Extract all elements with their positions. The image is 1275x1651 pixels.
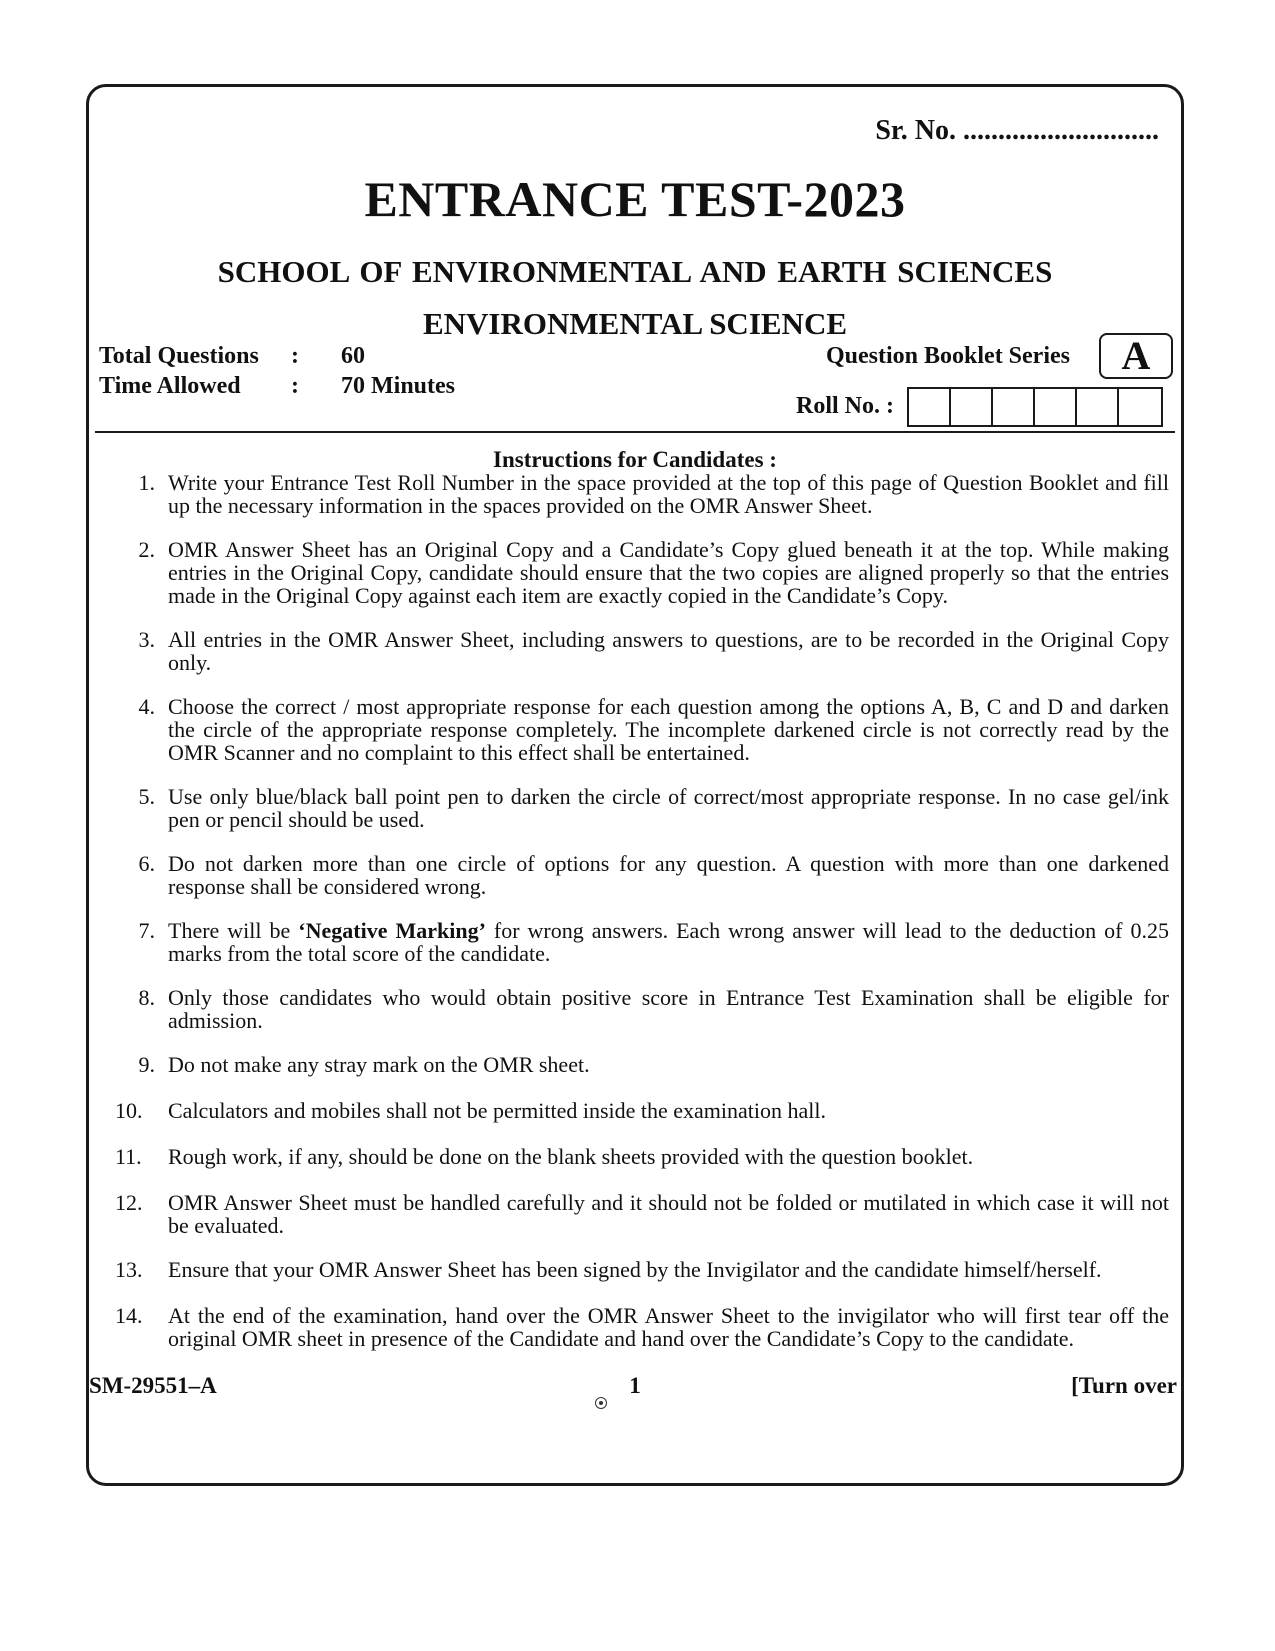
instructions-list <box>115 470 1170 1371</box>
instruction-item <box>123 785 1169 831</box>
instruction-text: Only those candidates who would obtain positive score in Entrance Test Examination shall be eligible for admission. <box>168 985 1169 1033</box>
total-questions-value: 60 <box>341 343 365 369</box>
school-name: SCHOOL OF ENVIRONMENTAL AND EARTH SCIENCES <box>217 254 1053 289</box>
instruction-number: 6. <box>138 851 155 876</box>
time-allowed-value: 70 Minutes <box>341 373 455 399</box>
instruction-text: Write your Entrance Test Roll Number in the space provided at the top of this page of Question Booklet and fill up the necessary information in the spaces provided on the OMR Answer Sheet. <box>168 470 1169 518</box>
instruction-number: 14. <box>115 1303 143 1328</box>
instruction-item-negative-marking <box>123 919 1169 965</box>
instruction-text-post: for wrong answers. Each wrong answer will lead to the deduction of 0.25 marks from the total score of the candidate. <box>168 918 1170 966</box>
instruction-text: Do not make any stray mark on the OMR sheet. <box>168 1052 590 1077</box>
instruction-number: 2. <box>138 537 155 562</box>
roll-digit-box[interactable] <box>951 389 993 425</box>
instructions-title: Instructions for Candidates : <box>493 447 777 472</box>
instruction-item <box>115 1257 1169 1282</box>
instruction-text: OMR Answer Sheet has an Original Copy and a Candidate’s Copy glued beneath it at the top. While making entries in the Original Copy, candidate should ensure that the two copies are aligned properly so that the entries made in the Original Copy against each item are exactly copied in the Candidate’s Copy. <box>168 537 1169 608</box>
serial-number: Sr. No. ............................ <box>875 115 1159 146</box>
instruction-number: 7. <box>138 918 155 943</box>
instruction-text: Do not darken more than one circle of options for any question. A question with more than one darkened response shall be considered wrong. <box>168 851 1169 899</box>
instruction-number: 5. <box>138 784 155 809</box>
instruction-text: Rough work, if any, should be done on the blank sheets provided with the question booklet. <box>168 1144 974 1169</box>
instruction-item <box>123 628 1169 674</box>
instruction-number: 11. <box>115 1144 142 1169</box>
instruction-item <box>123 695 1169 764</box>
booklet-series-label: Question Booklet Series <box>826 343 1070 369</box>
instruction-item <box>123 986 1169 1032</box>
instruction-text: At the end of the examination, hand over the OMR Answer Sheet to the invigilator who will first tear off the original OMR sheet in presence of the Candidate and hand over the Candidate’s Copy to the candidate. <box>168 1303 1169 1351</box>
instruction-item <box>115 1098 1169 1123</box>
total-questions-label: Total Questions <box>99 343 259 369</box>
registration-mark-icon <box>595 1397 607 1409</box>
instruction-item <box>123 1053 1169 1076</box>
instruction-number: 8. <box>138 985 155 1010</box>
instruction-item <box>115 1144 1169 1169</box>
instruction-item <box>123 852 1169 898</box>
instruction-text: OMR Answer Sheet must be handled carefully and it should not be folded or mutilated in which case it will not be evaluated. <box>168 1190 1169 1238</box>
time-allowed-label: Time Allowed <box>99 373 241 399</box>
instruction-number: 3. <box>138 627 155 652</box>
instruction-number: 1. <box>138 470 155 495</box>
roll-digit-box[interactable] <box>909 389 951 425</box>
roll-digit-box[interactable] <box>1035 389 1077 425</box>
page-number: 1 <box>629 1373 641 1398</box>
page-title: ENTRANCE TEST-2023 <box>364 171 906 227</box>
roll-digit-box[interactable] <box>1077 389 1119 425</box>
instruction-item <box>123 538 1169 607</box>
booklet-series-badge: A <box>1099 333 1173 379</box>
negative-marking-emphasis: ‘Negative Marking’ <box>298 918 486 943</box>
instruction-text: Calculators and mobiles shall not be permitted inside the examination hall. <box>168 1098 827 1123</box>
roll-digit-box[interactable] <box>1119 389 1161 425</box>
instruction-number: 4. <box>138 694 155 719</box>
instruction-text: Use only blue/black ball point pen to darken the circle of correct/most appropriate response. In no case gel/ink pen or pencil should be used. <box>168 784 1169 832</box>
subject-name: ENVIRONMENTAL SCIENCE <box>422 306 848 341</box>
instruction-number: 10. <box>115 1098 143 1123</box>
instruction-number: 13. <box>115 1257 143 1282</box>
instruction-number: 12. <box>115 1190 143 1215</box>
roll-digit-box[interactable] <box>993 389 1035 425</box>
header-divider <box>95 431 1175 433</box>
instruction-text: All entries in the OMR Answer Sheet, including answers to questions, are to be recorded in the Original Copy only. <box>168 627 1169 675</box>
instruction-item <box>123 471 1169 517</box>
roll-number-label: Roll No. : <box>796 393 894 419</box>
instruction-text: Choose the correct / most appropriate response for each question among the options A, B, C and D and darken the circle of the appropriate response completely. The incomplete darkened circle is not correctly read by the OMR Scanner and no complaint to this effect shall be entertained. <box>168 694 1169 765</box>
instruction-item <box>115 1303 1169 1351</box>
turn-over-note: [Turn over <box>1071 1373 1177 1398</box>
page-frame <box>86 84 1184 1486</box>
roll-number-boxes[interactable] <box>907 387 1163 427</box>
time-allowed-colon: : <box>291 373 299 399</box>
instruction-item <box>115 1190 1169 1238</box>
instruction-text-pre: There will be <box>168 918 299 943</box>
booklet-code: SM-29551–A <box>89 1373 217 1398</box>
instruction-text: Ensure that your OMR Answer Sheet has been signed by the Invigilator and the candidate himself/herself. <box>168 1257 1102 1282</box>
total-questions-colon: : <box>291 343 299 369</box>
instruction-number: 9. <box>138 1052 155 1077</box>
